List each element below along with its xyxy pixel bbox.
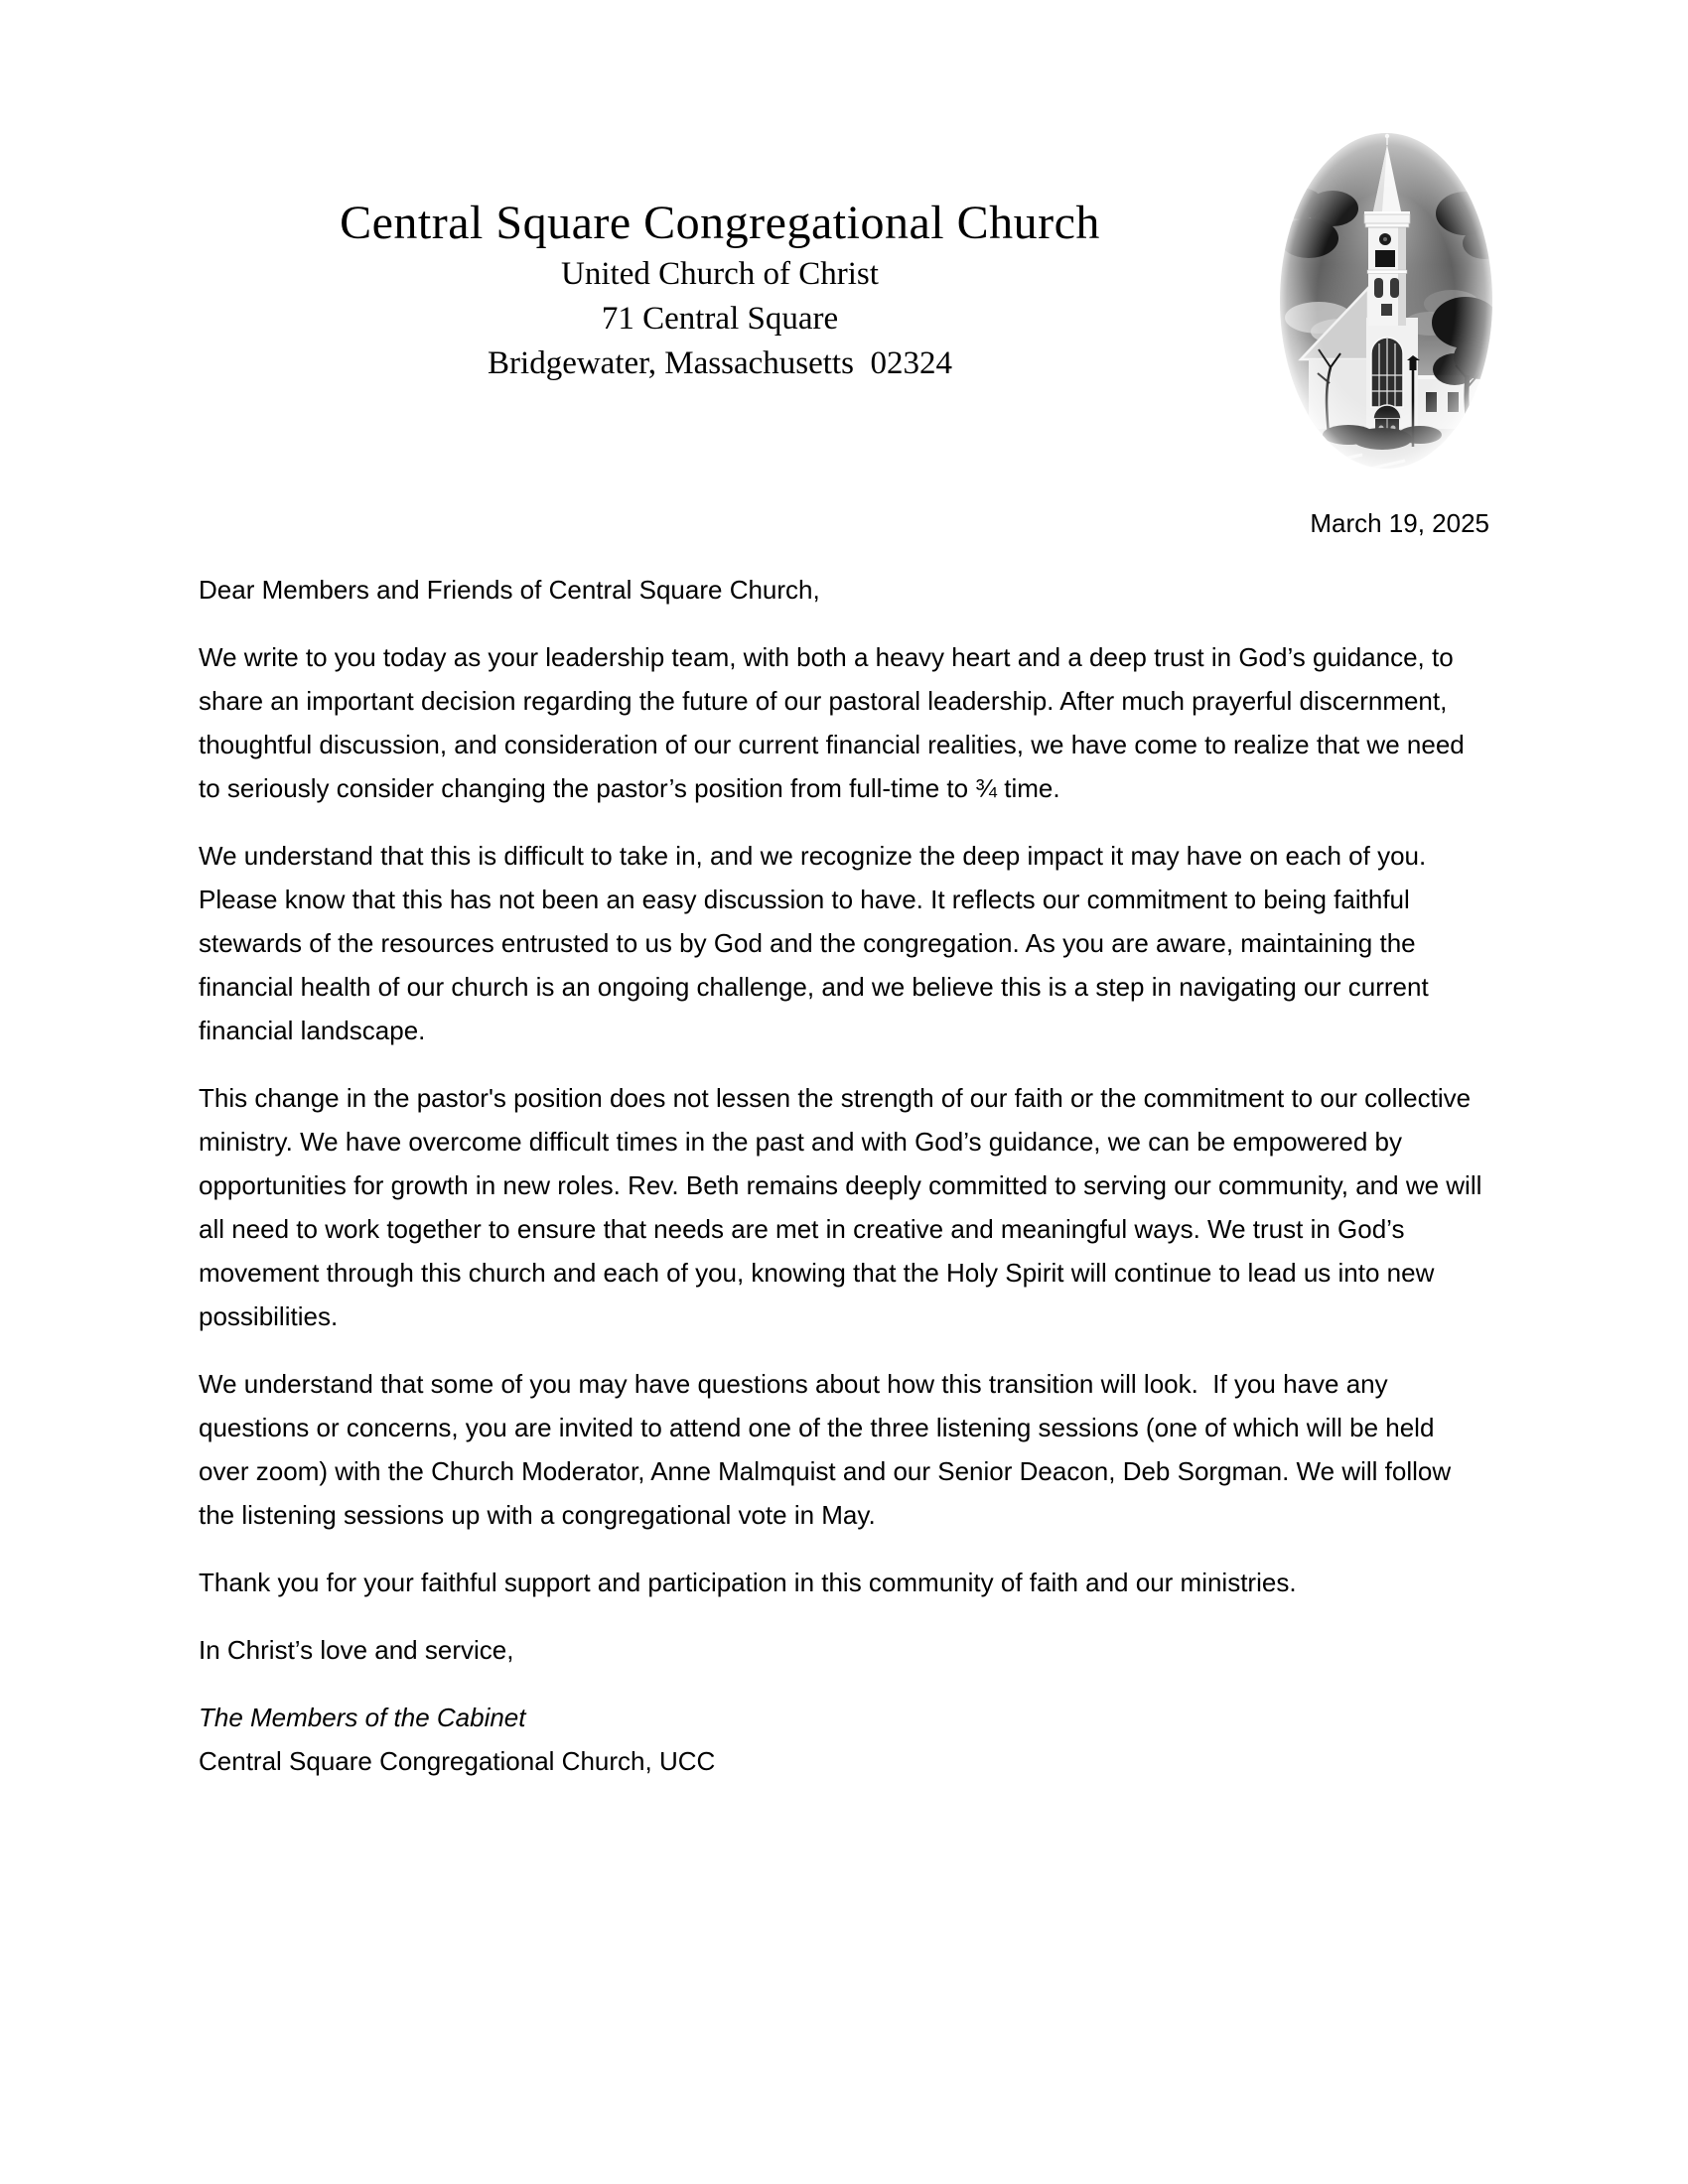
date-line: March 19, 2025	[1310, 508, 1489, 538]
address-line-2: Bridgewater, Massachusetts 02324	[488, 345, 952, 381]
salutation: Dear Members and Friends of Central Square Church,	[199, 575, 820, 605]
church-photo-illustration	[1271, 119, 1501, 482]
letterhead	[204, 195, 1236, 386]
paragraph-3: This change in the pastor's position does not lessen the strength of our faith or the commitment to our collective ministry. We have overcome difficult times in the past and with God’s guidance, we can be empowered by opportunities for growth in new roles. Rev. Beth remains deeply committed to serving our community, and we will all need to work together to ensure that needs are met in creative and meaningful ways. We trust in God’s movement through this church and each of you, knowing that the Holy Spirit will continue to lead us into new possibilities.	[199, 1083, 1489, 1331]
signature-role: The Members of the Cabinet	[199, 1703, 526, 1732]
church-photo	[1271, 119, 1501, 482]
church-name-heading: Central Square Congregational Church	[340, 197, 1100, 249]
closing-line: In Christ’s love and service,	[199, 1635, 514, 1665]
address-line-1: 71 Central Square	[601, 301, 839, 337]
paragraph-1: We write to you today as your leadership team, with both a heavy heart and a deep trust in God’s guidance, to share an important decision regarding the future of our pastoral leadership. After much prayerful discernment, thoughtful discussion, and consideration of our current financial realities, we have come to realize that we need to seriously consider changing the pastor’s position from full-time to ¾ time.	[199, 642, 1472, 803]
letter-body	[199, 568, 1489, 1783]
signature-org: Central Square Congregational Church, UCC	[199, 1746, 716, 1776]
paragraph-5: Thank you for your faithful support and participation in this community of faith and our ministries.	[199, 1568, 1297, 1597]
paragraph-2: We understand that this is difficult to take in, and we recognize the deep impact it may have on each of you. Please know that this has not been an easy discussion to have. It reflects our commitment to being faithful stewards of the resources entrusted to us by God and the congregation. As you are aware, maintaining the financial health of our church is an ongoing challenge, and we believe this is a step in navigating our current financial landscape.	[199, 841, 1436, 1045]
signature-block	[199, 1696, 1489, 1783]
paragraph-4: We understand that some of you may have questions about how this transition will look. If you have any questions or concerns, you are invited to attend one of the three listening sessions (one of which will be held over zoom) with the Church Moderator, Anne Malmquist and our Senior Deacon, Deb Sorgman. We will follow the listening sessions up with a congregational vote in May.	[199, 1369, 1459, 1530]
denomination-line: United Church of Christ	[561, 256, 879, 292]
